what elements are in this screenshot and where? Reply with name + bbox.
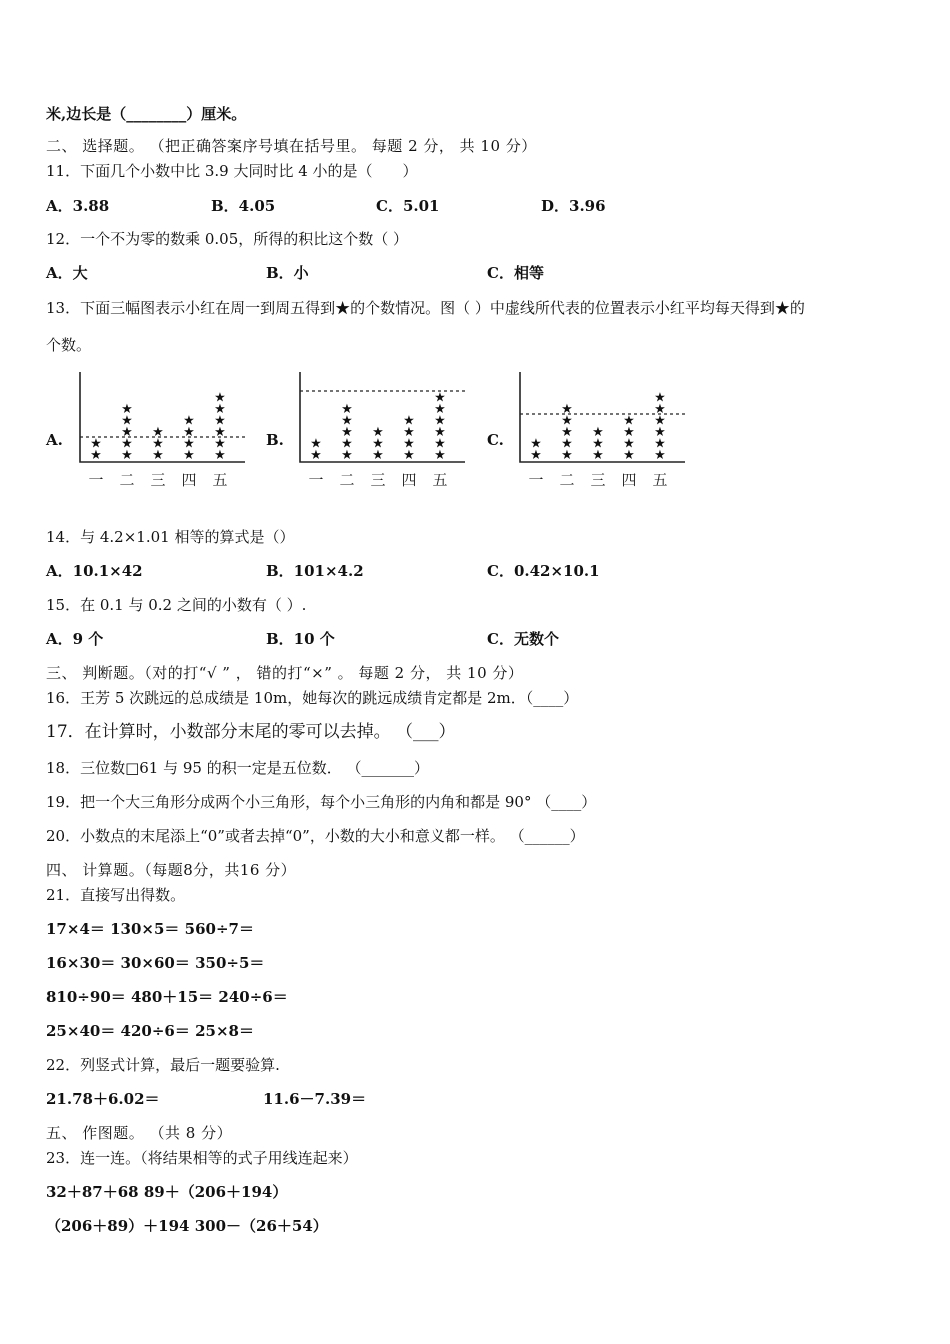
- day-label: 一: [308, 471, 324, 489]
- star-mark: ★: [183, 425, 195, 440]
- q11-option-c[interactable]: C．5.01: [376, 197, 440, 215]
- q22-expr-a: 21.78＋6.02＝: [46, 1090, 160, 1108]
- question-14: 14．与 4.2×1.01 相等的算式是（）: [46, 528, 295, 546]
- calc-row-2: 16×30＝ 30×60＝ 350÷5＝: [46, 954, 265, 972]
- question-22: 22．列竖式计算，最后一题要验算.: [46, 1056, 280, 1074]
- star-mark: ★: [183, 413, 195, 429]
- day-label: 四: [621, 471, 637, 489]
- star-mark: ★: [654, 413, 666, 429]
- star-mark: ★: [434, 413, 446, 429]
- star-mark: ★: [434, 402, 446, 417]
- star-mark: ★: [183, 436, 195, 452]
- star-mark: ★: [121, 448, 133, 463]
- day-label: 二: [339, 471, 355, 489]
- question-16: 16．王芳 5 次跳远的总成绩是 10m，她每次的跳远成绩肯定都是 2m．（____）: [46, 689, 579, 707]
- star-mark: ★: [434, 448, 446, 463]
- star-mark: ★: [310, 448, 322, 463]
- star-mark: ★: [403, 413, 415, 429]
- star-mark: ★: [214, 448, 226, 463]
- star-mark: ★: [654, 448, 666, 463]
- q15-option-c[interactable]: C．无数个: [487, 630, 559, 648]
- question-20: 20．小数点的末尾添上“0”或者去掉“0”，小数的大小和意义都一样。 （______）: [46, 827, 585, 845]
- star-mark: ★: [341, 436, 353, 452]
- q11-option-b[interactable]: B．4.05: [211, 197, 276, 215]
- q12-option-a[interactable]: A．大: [46, 264, 88, 282]
- section-5-heading: 五、 作图题。 （共 8 分）: [46, 1124, 233, 1142]
- star-mark: ★: [214, 436, 226, 452]
- day-label: 二: [559, 471, 575, 489]
- star-mark: ★: [434, 425, 446, 440]
- star-mark: ★: [152, 448, 164, 463]
- calc-row-3: 810÷90＝ 480＋15＝ 240÷6＝: [46, 988, 288, 1006]
- star-chart-c: [510, 366, 695, 496]
- star-mark: ★: [623, 436, 635, 452]
- star-mark: ★: [341, 413, 353, 429]
- calc-row-4: 25×40＝ 420÷6＝ 25×8＝: [46, 1022, 254, 1040]
- star-mark: ★: [403, 448, 415, 463]
- day-label: 五: [212, 471, 228, 489]
- match-row-2: （206＋89）＋194 300－（26＋54）: [46, 1217, 328, 1235]
- q13-option-b-label[interactable]: B.: [266, 431, 284, 449]
- match-row-1: 32＋87＋68 89＋（206＋194）: [46, 1183, 288, 1201]
- section-4-heading: 四、 计算题。（每题8分，共16 分）: [46, 861, 297, 879]
- q13-option-a-label[interactable]: A.: [46, 431, 63, 449]
- question-12: 12．一个不为零的数乘 0.05，所得的积比这个数（ ）: [46, 230, 409, 248]
- star-mark: ★: [214, 402, 226, 417]
- star-mark: ★: [214, 425, 226, 440]
- day-label: 三: [150, 471, 166, 489]
- star-mark: ★: [654, 425, 666, 440]
- star-mark: ★: [214, 390, 226, 406]
- star-mark: ★: [654, 436, 666, 452]
- question-17: 17．在计算时，小数部分末尾的零可以去掉。 （___）: [46, 722, 456, 742]
- question-19: 19．把一个大三角形分成两个小三角形，每个小三角形的内角和都是 90° （____）: [46, 793, 597, 811]
- q12-option-c[interactable]: C．相等: [487, 264, 544, 282]
- section-2-heading: 二、 选择题。 （把正确答案序号填在括号里。 每题 2 分， 共 10 分）: [46, 137, 537, 155]
- star-mark: ★: [592, 425, 604, 440]
- star-mark: ★: [530, 448, 542, 463]
- question-18: 18．三位数□61 与 95 的积一定是五位数． （_______）: [46, 759, 430, 777]
- star-mark: ★: [592, 448, 604, 463]
- star-mark: ★: [434, 390, 446, 406]
- star-mark: ★: [310, 436, 322, 452]
- star-mark: ★: [623, 413, 635, 429]
- star-mark: ★: [403, 436, 415, 452]
- q14-option-c[interactable]: C．0.42×10.1: [487, 562, 600, 580]
- star-mark: ★: [561, 413, 573, 429]
- star-mark: ★: [561, 436, 573, 452]
- question-13: 13．下面三幅图表示小红在周一到周五得到★的个数情况。图（ ）中虚线所代表的位置表示小红平均每天得到★的: [46, 299, 805, 317]
- star-mark: ★: [90, 436, 102, 452]
- question-21: 21．直接写出得数。: [46, 886, 186, 904]
- star-mark: ★: [214, 413, 226, 429]
- star-mark: ★: [121, 436, 133, 452]
- star-mark: ★: [434, 436, 446, 452]
- star-mark: ★: [530, 436, 542, 452]
- day-label: 三: [370, 471, 386, 489]
- star-mark: ★: [623, 448, 635, 463]
- calc-row-1: 17×4＝ 130×5＝ 560÷7＝: [46, 920, 254, 938]
- star-mark: ★: [561, 448, 573, 463]
- star-mark: ★: [654, 402, 666, 417]
- star-mark: ★: [623, 425, 635, 440]
- star-mark: ★: [121, 413, 133, 429]
- star-mark: ★: [341, 425, 353, 440]
- star-mark: ★: [341, 402, 353, 417]
- day-label: 五: [432, 471, 448, 489]
- star-chart-a: [70, 366, 255, 496]
- question-23: 23．连一连。（将结果相等的式子用线连起来）: [46, 1149, 358, 1167]
- q14-option-b[interactable]: B．101×4.2: [266, 562, 364, 580]
- day-label: 一: [88, 471, 104, 489]
- star-mark: ★: [152, 425, 164, 440]
- question-13-cont: 个数。: [46, 336, 92, 354]
- star-mark: ★: [372, 425, 384, 440]
- question-11: 11．下面几个小数中比 3.9 大同时比 4 小的是（ ）: [46, 162, 418, 180]
- day-label: 五: [652, 471, 668, 489]
- section-3-heading: 三、 判断题。（对的打“√ ” ， 错的打“×” 。 每题 2 分， 共 10 分）: [46, 664, 524, 682]
- day-label: 三: [590, 471, 606, 489]
- star-mark: ★: [90, 448, 102, 463]
- q11-option-a[interactable]: A．3.88: [46, 197, 110, 215]
- question-15: 15．在 0.1 与 0.2 之间的小数有（ ）.: [46, 596, 307, 614]
- star-mark: ★: [121, 402, 133, 417]
- star-mark: ★: [561, 425, 573, 440]
- star-mark: ★: [183, 448, 195, 463]
- star-mark: ★: [121, 425, 133, 440]
- star-mark: ★: [403, 425, 415, 440]
- q13-option-c-label[interactable]: C.: [487, 431, 504, 449]
- line-fill-blank: 米,边长是（________）厘米。: [46, 105, 247, 123]
- day-label: 四: [401, 471, 417, 489]
- star-mark: ★: [341, 448, 353, 463]
- star-mark: ★: [654, 390, 666, 406]
- star-mark: ★: [372, 448, 384, 463]
- day-label: 二: [119, 471, 135, 489]
- q15-option-b[interactable]: B．10 个: [266, 630, 335, 648]
- day-label: 四: [181, 471, 197, 489]
- q15-option-a[interactable]: A．9 个: [46, 630, 104, 648]
- q11-option-d[interactable]: D．3.96: [541, 197, 606, 215]
- star-mark: ★: [372, 436, 384, 452]
- star-mark: ★: [592, 436, 604, 452]
- star-chart-b: [290, 366, 475, 496]
- star-mark: ★: [561, 402, 573, 417]
- q14-option-a[interactable]: A．10.1×42: [46, 562, 143, 580]
- day-label: 一: [528, 471, 544, 489]
- star-mark: ★: [152, 436, 164, 452]
- q12-option-b[interactable]: B．小: [266, 264, 309, 282]
- q22-expr-b: 11.6－7.39＝: [263, 1090, 367, 1108]
